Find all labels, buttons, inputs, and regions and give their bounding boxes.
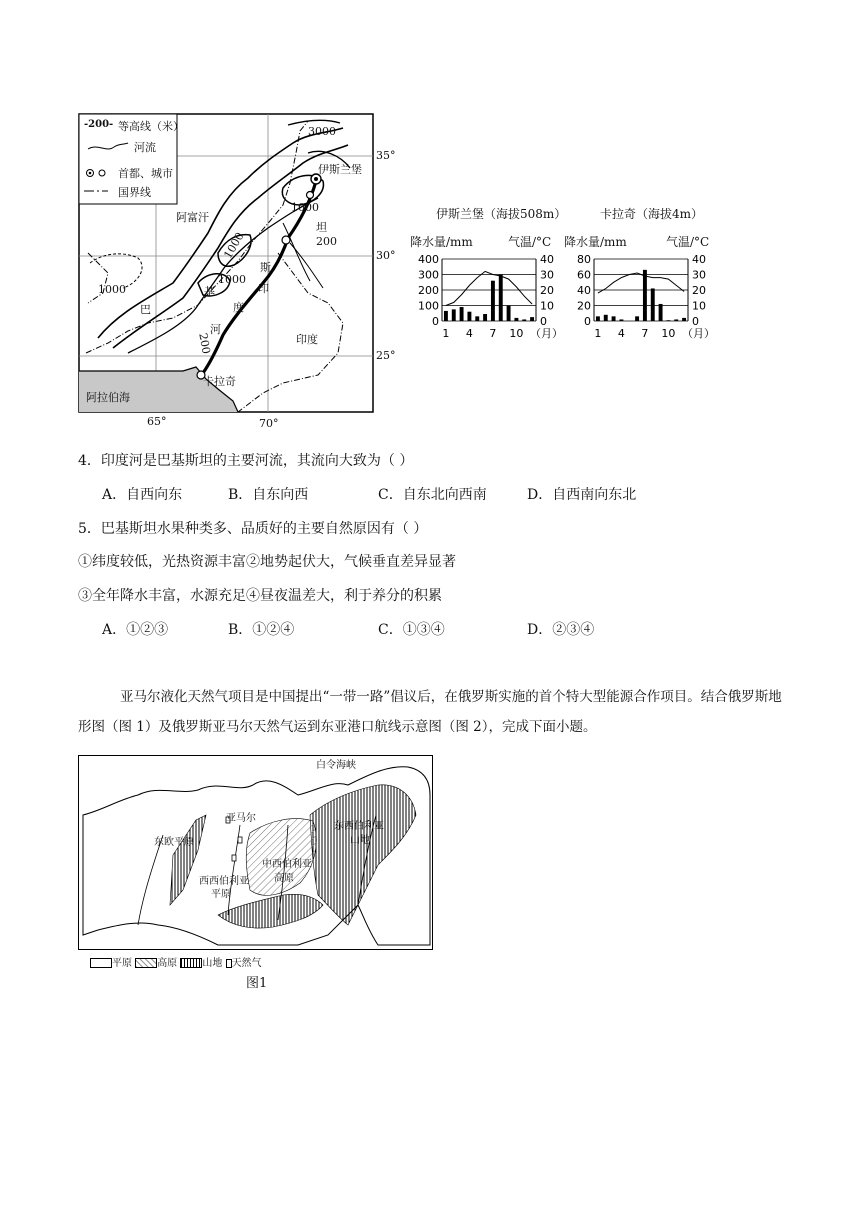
temp-axis-label: 气温/°C — [666, 235, 710, 249]
legend-plain: 平原 — [112, 958, 132, 969]
central-siberian-plateau-label-1: 中西伯利亚 — [262, 859, 312, 870]
contour-200-label: 200 — [316, 235, 337, 248]
contour-1000-label: 1000 — [218, 273, 246, 286]
precip-axis-label: 降水量/mm — [410, 235, 473, 249]
india-label: 印度 — [296, 333, 318, 346]
q4-option-d[interactable]: D．自西南向东北 — [527, 487, 637, 503]
precip-tick-label: 0 — [584, 315, 591, 328]
plain-swatch — [90, 958, 112, 968]
russia-terrain-map — [78, 755, 433, 950]
lon-65-label: 65° — [147, 415, 167, 428]
temp-tick-label: 10 — [540, 299, 554, 313]
precip-bar — [530, 317, 534, 321]
precip-axis-label: 降水量/mm — [564, 235, 627, 249]
islamabad-label: 伊斯兰堡 — [318, 163, 362, 176]
arabian-sea-label: 阿拉伯海 — [86, 391, 130, 404]
russia-map-legend — [90, 954, 262, 968]
indus-char-3: 河 — [210, 323, 221, 336]
precip-bar — [659, 304, 663, 321]
precip-bar — [444, 311, 448, 321]
month-tick-label: 4 — [617, 327, 625, 340]
precip-bar — [682, 318, 686, 321]
precip-tick-label: 300 — [418, 268, 439, 282]
chart-plot — [410, 251, 570, 345]
q5-option-c[interactable]: C．①③④ — [378, 622, 445, 638]
legend-border: 国界线 — [118, 186, 151, 199]
precip-tick-label: 80 — [577, 253, 591, 266]
precip-bar — [596, 316, 600, 321]
climate-chart-islamabad — [410, 203, 570, 345]
q4-option-c[interactable]: C．自东北向西南 — [378, 487, 487, 503]
temp-tick-label: 30 — [692, 268, 706, 282]
east-siberian-mountains-label-1: 东西伯利亚 — [334, 821, 384, 832]
month-tick-label: 1 — [442, 327, 450, 340]
indus-char-1: 印 — [258, 282, 269, 295]
month-tick-label: 1 — [594, 327, 602, 340]
mountain-swatch — [180, 958, 202, 968]
month-tick-label: 10 — [509, 327, 524, 340]
legend-contour-sample: -200- — [84, 119, 114, 130]
bering-strait-label: 白令海峡 — [316, 760, 356, 771]
question-5-stem: 5．巴基斯坦水果种类多、品质好的主要自然原因有（ ） — [78, 521, 428, 537]
precip-bar — [643, 270, 647, 321]
afghanistan-label: 阿富汗 — [176, 211, 209, 224]
precip-bar — [514, 318, 518, 321]
precip-bar — [604, 315, 608, 321]
climate-chart-karachi — [562, 203, 722, 345]
temperature-line — [446, 271, 532, 305]
west-siberian-plain-label-1: 西西伯利亚 — [199, 876, 249, 887]
legend-city: 首都、城市 — [118, 167, 173, 180]
month-tick-label: 7 — [641, 327, 649, 340]
precip-bar — [674, 319, 678, 321]
west-siberian-plain-label-2: 平原 — [211, 889, 231, 900]
precip-tick-label: 100 — [418, 299, 439, 313]
precip-tick-label: 60 — [577, 268, 591, 282]
precip-bar — [522, 319, 526, 321]
temp-tick-label: 40 — [692, 253, 706, 266]
precip-tick-label: 20 — [577, 299, 591, 313]
precip-bar — [499, 275, 503, 322]
east-siberian-mountains-label-2: 山地 — [350, 835, 370, 846]
pakistan-char-3: 斯 — [260, 261, 271, 274]
precip-tick-label: 0 — [432, 315, 439, 328]
temp-tick-label: 10 — [692, 299, 706, 313]
q5-option-b[interactable]: B．①②④ — [228, 622, 295, 638]
legend-contour: 等高线（米） — [118, 120, 184, 133]
yamal-label: 亚马尔 — [226, 813, 256, 824]
q5-option-d[interactable]: D．②③④ — [527, 622, 595, 638]
temp-tick-label: 20 — [692, 284, 706, 297]
pakistan-char-1: 巴 — [140, 303, 151, 316]
month-tick-label: 10 — [661, 327, 676, 340]
lat-25-label: 25° — [376, 349, 396, 362]
precip-bar — [666, 320, 670, 321]
month-unit-label: （月） — [530, 327, 563, 340]
temp-tick-label: 20 — [540, 284, 554, 297]
figure-1-caption: 图1 — [246, 976, 268, 991]
legend-gas: 天然气 — [231, 958, 262, 969]
russia-map-graphic — [78, 755, 433, 950]
temp-axis-label: 气温/°C — [508, 235, 552, 249]
intro-paragraph: 亚马尔液化天然气项目是中国提出“一带一路”倡议后，在俄罗斯实施的首个特大型能源合作项目。结合俄罗斯地形图（图 1）及俄罗斯亚马尔天然气运到东亚港口航线示意图（图 2），完成下面小题。 — [78, 689, 782, 735]
precip-bar — [460, 307, 464, 321]
chart-title: 伊斯兰堡（海拔508m） — [436, 207, 567, 221]
q4-option-b[interactable]: B．自东向西 — [228, 487, 309, 503]
contour-200-label: 200 — [196, 332, 213, 355]
precip-bar — [483, 314, 487, 321]
lat-30-label: 30° — [376, 249, 396, 262]
precip-bar — [475, 316, 479, 321]
chart-plot — [562, 251, 722, 345]
precip-bar — [507, 306, 511, 322]
contour-3000-label: 3000 — [308, 125, 336, 138]
pakistan-map-graphic — [78, 113, 374, 413]
legend-mountain: 山地 — [202, 958, 223, 969]
precip-bar — [612, 316, 616, 321]
central-siberian-plateau-label-2: 高原 — [274, 873, 294, 884]
pakistan-char-4: 坦 — [316, 221, 327, 234]
contour-1000-label: 1000 — [98, 283, 126, 296]
temp-tick-label: 0 — [540, 315, 547, 328]
pakistan-char-2: 基 — [204, 285, 215, 298]
indus-char-2: 度 — [233, 301, 244, 314]
karachi-label: 卡拉奇 — [203, 375, 236, 388]
precip-bar — [651, 288, 655, 321]
q5-option-a[interactable]: A．①②③ — [102, 622, 169, 638]
legend-plateau: 高原 — [157, 958, 178, 969]
plateau-swatch — [135, 958, 157, 968]
precip-bar — [491, 281, 495, 321]
temp-tick-label: 30 — [540, 268, 554, 282]
q5-statement-line-1: ①纬度较低，光热资源丰富②地势起伏大，气候垂直差异显著 — [78, 554, 456, 570]
month-tick-label: 4 — [465, 327, 473, 340]
east-european-plain-label: 东欧平原 — [154, 837, 194, 848]
question-4-stem: 4．印度河是巴基斯坦的主要河流，其流向大致为（ ） — [78, 453, 414, 469]
precip-tick-label: 400 — [418, 253, 439, 266]
month-tick-label: 7 — [489, 327, 497, 340]
precip-tick-label: 200 — [418, 284, 439, 297]
precip-bar — [467, 312, 471, 321]
contour-1000-label: 1000 — [221, 230, 247, 261]
precip-bar — [619, 319, 623, 321]
q5-statement-line-2: ③全年降水丰富，水源充足④昼夜温差大，利于养分的积累 — [78, 588, 442, 604]
pakistan-map — [78, 113, 374, 413]
contour-1000-label: 1000 — [291, 201, 319, 214]
chart-title: 卡拉奇（海拔4m） — [600, 207, 704, 221]
lon-70-label: 70° — [259, 417, 279, 430]
temp-tick-label: 0 — [692, 315, 699, 328]
month-unit-label: （月） — [682, 327, 715, 340]
precip-bar — [635, 316, 639, 321]
q4-option-a[interactable]: A．自西向东 — [102, 487, 183, 503]
lat-35-label: 35° — [376, 149, 396, 162]
precip-tick-label: 40 — [577, 284, 591, 297]
precip-bar — [452, 309, 456, 321]
temp-tick-label: 40 — [540, 253, 554, 266]
legend-river: 河流 — [134, 141, 156, 154]
